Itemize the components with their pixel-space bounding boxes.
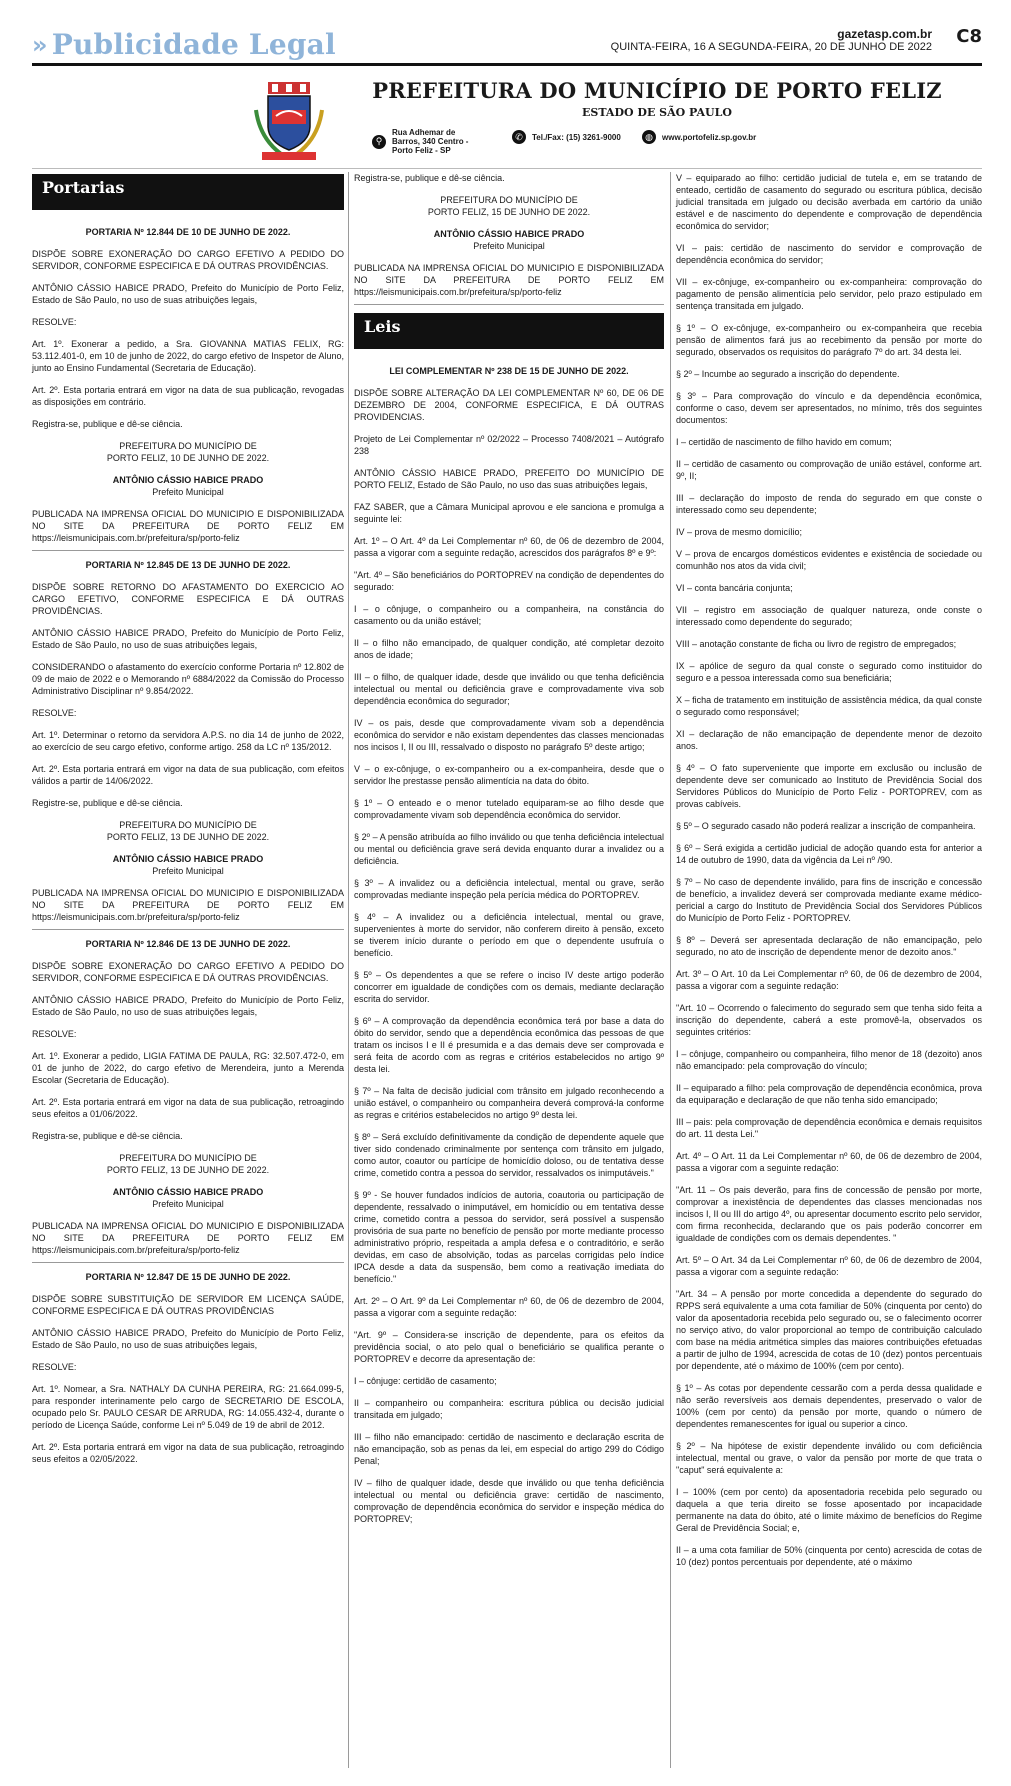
paragraph: III – o filho, de qualquer idade, desde que inválido ou que tenha deficiência intelectual ou mental ou deficiência grave e comprovadamente viva sob dependência econômica do segurador;	[354, 672, 664, 706]
paragraph: VI – conta bancária conjunta;	[676, 583, 793, 593]
paragraph: Art. 1º. Determinar o retorno da servidora A.P.S. no dia 14 de junho de 2022, ao exercício de seu cargo efetivo, conforme artigo. 258 da LC nº 135/2012.	[32, 730, 344, 752]
document-title: PORTARIA Nº 12.845 DE 13 DE JUNHO DE 2022.	[85, 560, 291, 570]
paragraph: V – prova de encargos domésticos evidentes e existência de sociedade ou comunhão nos atos da vida civil;	[676, 549, 982, 571]
date-line: PORTO FELIZ, 13 DE JUNHO DE 2022.	[106, 832, 270, 842]
paragraph: Art. 2º – O Art. 9º da Lei Complementar nº 60, de 06 de dezembro de 2004, passa a vigorar com a seguinte redação:	[354, 1296, 664, 1318]
paragraph: DISPÕE SOBRE EXONERAÇÃO DO CARGO EFETIVO A PEDIDO DO SERVIDOR, CONFORME ESPECIFICA E DÁ OUTRAS PROVIDÊNCIAS.	[32, 249, 344, 271]
paragraph: DISPÕE SOBRE SUBSTITUIÇÃO DE SERVIDOR EM LICENÇA SAÚDE, CONFORME ESPECIFICA E DÁ OUTRAS PROVIDÊNCIAS	[32, 1294, 344, 1316]
paragraph: Art. 2º. Esta portaria entrará em vigor na data de sua publicação, retroagindo seus efeitos a 02/05/2022.	[32, 1442, 344, 1464]
site-info	[611, 28, 932, 54]
date-line: PORTO FELIZ, 15 DE JUNHO DE 2022.	[427, 207, 591, 217]
paragraph: ANTÔNIO CÁSSIO HABICE PRADO, Prefeito do Município de Porto Feliz, Estado de São Paulo, no uso de suas atribuições legais,	[32, 628, 344, 650]
brand-label: Publicidade Legal	[51, 28, 336, 61]
paragraph: DISPÕE SOBRE ALTERAÇÃO DA LEI COMPLEMENTAR Nº 60, DE 06 DE DEZEMBRO DE 2004, CONFORME ESPECIFICA, E DÁ OUTRAS PROVIDENCIAS.	[354, 388, 664, 422]
paragraph: DISPÕE SOBRE RETORNO DO AFASTAMENTO DO EXERCICIO AO CARGO EFETIVO, CONFORME ESPECIFICA E DÁ OUTRAS PROVIDÊNCIAS.	[32, 582, 344, 616]
paragraph: Art. 1º. Nomear, a Sra. NATHALY DA CUNHA PEREIRA, RG: 21.664.099-5, para responder interinamente pelo cargo de SECRETARIO DE ESCOLA, ocupado pelo Sr. PAULO CESAR DE ARRUDA, RG: 14.055.432-4, durante o período de Licença Saúde, conforme Lei nº 5.049 de 19 de abril de 2012.	[32, 1384, 344, 1430]
website-contact	[642, 130, 756, 144]
paragraph: III – filho não emancipado: certidão de nascimento e declaração escrita de não emancipação, sob as penas da lei, em especial do artigo 299 do Código Penal;	[354, 1432, 664, 1466]
place-line: PREFEITURA DO MUNICÍPIO DE	[119, 441, 257, 451]
paragraph: § 8º – Deverá ser apresentada declaração de não emancipação, pelo segurado, no ato de inscrição de dependente menor de dezoito anos."	[676, 935, 982, 957]
place-date	[354, 194, 664, 218]
address-text: Rua Adhemar de Barros, 340 Centro - Porto Feliz - SP	[392, 128, 469, 155]
section-header-portarias: Portarias	[32, 174, 344, 210]
paragraph: I – cônjuge, companheiro ou companheira, filho menor de 18 (dezoito) anos não emancipado: pela comprovação do vínculo;	[676, 1049, 982, 1071]
paragraph: DISPÕE SOBRE EXONERAÇÃO DO CARGO EFETIVO A PEDIDO DO SERVIDOR, CONFORME ESPECIFICA E DÁ OUTRAS PROVIDÊNCIAS.	[32, 961, 344, 983]
document-title: PORTARIA Nº 12.846 DE 13 DE JUNHO DE 2022.	[85, 939, 291, 949]
divider	[32, 1262, 344, 1263]
divider	[354, 304, 664, 305]
paragraph: § 6º – Será exigida a certidão judicial de adoção quando esta for anterior a 14 de outubro de 1990, data da vigência da Lei nº /90.	[676, 843, 982, 865]
paragraph: § 6º – A comprovação da dependência econômica terá por base a data do óbito do servidor, sendo que a dependência econômica das pessoas de que tratam os incisos I e II é presumida e a das demais deve ser comprovada e será feita de acordo com as regras e critérios estabelecidos no artigo 9º desta lei.	[354, 1016, 664, 1074]
paragraph: IV – prova de mesmo domicílio;	[676, 527, 803, 537]
column-divider	[670, 172, 671, 1768]
paragraph: XI – declaração de não emancipação de dependente menor de dezoito anos.	[676, 729, 982, 751]
date-line: PORTO FELIZ, 10 DE JUNHO DE 2022.	[106, 453, 270, 463]
issue-date: QUINTA-FEIRA, 16 A SEGUNDA-FEIRA, 20 DE JUNHO DE 2022	[610, 41, 932, 53]
paragraph: Registra-se, publique e dê-se ciência.	[32, 1131, 183, 1141]
column-divider	[348, 172, 349, 1768]
signature-role: Prefeito Municipal	[152, 1199, 224, 1209]
place-date	[32, 440, 344, 464]
paragraph: VIII – anotação constante de ficha ou livro de registro de empregados;	[676, 639, 957, 649]
paragraph: RESOLVE:	[32, 708, 77, 718]
header-rule	[32, 168, 982, 169]
signature-name: ANTÔNIO CÁSSIO HABICE PRADO	[112, 475, 264, 485]
paragraph: X – ficha de tratamento em instituição de assistência médica, da qual conste o segurado como responsável;	[676, 695, 982, 717]
paragraph: § 2º – Incumbe ao segurado a inscrição do dependente.	[676, 369, 900, 379]
paragraph: Registra-se, publique e dê-se ciência.	[354, 173, 505, 183]
paragraph: § 3º – A invalidez ou a deficiência intelectual, mental ou grave, serão comprovadas mediante inspeção pela perícia médica do PORTOPREV.	[354, 878, 664, 900]
paragraph: § 2º – Na hipótese de existir dependente inválido ou com deficiência intelectual, mental ou grave, o valor da pensão por morte de que trata o "caput" será equivalente a:	[676, 1441, 982, 1475]
paragraph: I – cônjuge: certidão de casamento;	[354, 1376, 497, 1386]
place-date	[32, 1152, 344, 1176]
masthead	[32, 18, 982, 68]
paragraph: V – o ex-cônjuge, o ex-companheiro ou a ex-companheira, desde que o servidor lhe prestasse pensão alimentícia na data do óbito.	[354, 764, 664, 786]
place-date	[32, 819, 344, 843]
paragraph: Registra-se, publique e dê-se ciência.	[32, 419, 183, 429]
section-header-leis: Leis	[354, 313, 664, 349]
paragraph: III – declaração do imposto de renda do segurado em que conste o interessado como seu dependente;	[676, 493, 982, 515]
signature-role: Prefeito Municipal	[473, 241, 545, 251]
paragraph: Art. 4º – O Art. 11 da Lei Complementar nº 60, de 06 de dezembro de 2004, passa a vigorar com a seguinte redação:	[676, 1151, 982, 1173]
place-line: PREFEITURA DO MUNICÍPIO DE	[440, 195, 578, 205]
paragraph: Projeto de Lei Complementar nº 02/2022 – Processo 7408/2021 – Autógrafo 238	[354, 434, 664, 456]
paragraph: § 1º – As cotas por dependente cessarão com a perda dessa qualidade e não serão reversíveis aos demais dependentes, preservado o valor de 100% (cem por cento) da pensão por morte, quando o número de dependentes remanescentes for igual ou superior a cinco.	[676, 1383, 982, 1429]
publication-note: PUBLICADA NA IMPRENSA OFICIAL DO MUNICIPIO E DISPONIBILIZADA NO SITE DA PREFEITURA DE PORTO FELIZ EM https://leismunicipais.com.br/prefeitura/sp/porto-feliz	[354, 263, 664, 297]
paragraph: Art. 2º. Esta portaria entrará em vigor na data de sua publicação, com efeitos válidos a partir de 14/06/2022.	[32, 764, 344, 786]
paragraph: III – pais: pela comprovação de dependência econômica e demais requisitos do art. 11 desta Lei."	[676, 1117, 982, 1139]
paragraph: IV – os pais, desde que comprovadamente vivam sob a dependência econômica do servidor e não existam dependentes das classes mencionadas nos incisos I, II ou III, ressalvado o disposto no parágrafo 5º deste artigo;	[354, 718, 664, 752]
paragraph: "Art. 4º – São beneficiários do PORTOPREV na condição de dependentes do segurado:	[354, 570, 664, 592]
divider	[32, 929, 344, 930]
publication-note: PUBLICADA NA IMPRENSA OFICIAL DO MUNICIPIO E DISPONIBILIZADA NO SITE DA PREFEITURA DE PORTO FELIZ EM https://leismunicipais.com.br/prefeitura/sp/porto-feliz	[32, 509, 344, 543]
globe-icon: ◍	[642, 130, 656, 144]
paragraph: ANTÔNIO CÁSSIO HABICE PRADO, Prefeito do Município de Porto Feliz, Estado de São Paulo, no uso de suas atribuições legais,	[32, 283, 344, 305]
page-title: PREFEITURA DO MUNICÍPIO DE PORTO FELIZ	[372, 78, 942, 103]
column-leis	[354, 172, 664, 1535]
paragraph: § 9º - Se houver fundados indícios de autoria, coautoria ou participação de dependente, ressalvado o inimputável, em homicídio ou em tentativa desse crime, cometido contra a pessoa do servidor, será possível a suspensão provisória de sua parte no benefício de pensão por morte mediante processo administrativo próprio, respeitada a ampla defesa e o contraditório, e serão devidas, em caso de absolvição, todas as parcelas corrigidas pelo índice IPCA desde a data da suspensão, bem como a reativação imediata do benefício."	[354, 1190, 664, 1284]
paragraph: § 7º – No caso de dependente inválido, para fins de inscrição e concessão de benefício, a invalidez deverá ser comprovada mediante exame médico-pericial a cargo do Instituto de Previdência Social dos Servidores Públicos do Município de Porto Feliz - PORTOPREV.	[676, 877, 982, 923]
paragraph: IX – apólice de seguro da qual conste o segurado como instituidor do seguro e a pessoa interessada como sua beneficiária;	[676, 661, 982, 683]
paragraph: ANTÔNIO CÁSSIO HABICE PRADO, Prefeito do Município de Porto Feliz, Estado de São Paulo, no uso de suas atribuições legais,	[32, 1328, 344, 1350]
document-title: PORTARIA Nº 12.847 DE 15 DE JUNHO DE 2022.	[85, 1272, 291, 1282]
paragraph: Art. 1º – O Art. 4º da Lei Complementar nº 60, de 06 de dezembro de 2004, passa a vigorar com a seguinte redação, acrescidos dos parágrafos 8º e 9º:	[354, 536, 664, 558]
paragraph: II – o filho não emancipado, de qualquer condição, até completar dezoito anos de idade;	[354, 638, 664, 660]
paragraph: ANTÔNIO CÁSSIO HABICE PRADO, PREFEITO DO MUNICÍPIO DE PORTO FELIZ, Estado de São Paulo, no uso das suas atribuições legais,	[354, 468, 664, 490]
paragraph: II – a uma cota familiar de 50% (cinquenta por cento) acrescida de cotas de 10 (dez) pontos percentuais por dependente, até o máximo	[676, 1545, 982, 1567]
paragraph: RESOLVE:	[32, 1362, 77, 1372]
paragraph: II – equiparado a filho: pela comprovação de dependência econômica, prova da equiparação e declaração de que não tenha sido emancipado;	[676, 1083, 982, 1105]
paragraph: RESOLVE:	[32, 1029, 77, 1039]
paragraph: "Art. 10 – Ocorrendo o falecimento do segurado sem que tenha sido feita a inscrição do dependente, caberá a este promovê-la, observados os seguintes critérios:	[676, 1003, 982, 1037]
paragraph: VII – ex-cônjuge, ex-companheiro ou ex-companheira: comprovação do pagamento de pensão alimentícia pelo servidor, pelo prazo estipulado em sentença transitada em julgado.	[676, 277, 982, 311]
document-title: LEI COMPLEMENTAR Nº 238 DE 15 DE JUNHO DE 2022.	[389, 366, 629, 376]
column-leis-continued	[676, 172, 982, 1578]
municipality-header	[32, 72, 982, 168]
paragraph: FAZ SABER, que a Câmara Municipal aprovou e ele sanciona e promulga a seguinte lei:	[354, 502, 664, 524]
phone-text: Tel./Fax: (15) 3261-9000	[532, 132, 621, 142]
paragraph: ANTÔNIO CÁSSIO HABICE PRADO, Prefeito do Município de Porto Feliz, Estado de São Paulo, no uso de suas atribuições legais,	[32, 995, 344, 1017]
paragraph: "Art. 11 – Os pais deverão, para fins de concessão de pensão por morte, comprovar a inexistência de dependentes das classes mencionadas nos incisos I, II ou III do artigo 4º, ou apresentar documento escrito pelo servidor, com firma reconhecida, declarando que os pais poderão concorrer em igualdade de condições com os demais dependentes. "	[676, 1185, 982, 1243]
divider	[32, 550, 344, 551]
signature-name: ANTÔNIO CÁSSIO HABICE PRADO	[112, 1187, 264, 1197]
page-subtitle: ESTADO DE SÃO PAULO	[582, 106, 732, 119]
top-rule	[32, 63, 982, 66]
paragraph: Art. 1º. Exonerar a pedido, LIGIA FATIMA DE PAULA, RG: 32.507.472-0, em 01 de junho de 2022, do cargo efetivo de Merendeira, junto a Merenda Escolar (Secretaria de Educação).	[32, 1051, 344, 1085]
page-number: C8	[956, 26, 982, 47]
paragraph: I – 100% (cem por cento) da aposentadoria recebida pelo segurado ou daquela a que teria direito se fosse aposentado por incapacidade permanente na data do óbito, até o limite máximo de benefícios do Regime Geral de Previdência Social; e,	[676, 1487, 982, 1533]
place-line: PREFEITURA DO MUNICÍPIO DE	[119, 820, 257, 830]
signature-role: Prefeito Municipal	[152, 487, 224, 497]
signature-name: ANTÔNIO CÁSSIO HABICE PRADO	[112, 854, 264, 864]
signature-role: Prefeito Municipal	[152, 866, 224, 876]
paragraph: I – certidão de nascimento de filho havido em comum;	[676, 437, 892, 447]
location-pin-icon: ⚲	[372, 135, 386, 149]
paragraph: II – certidão de casamento ou comprovação de união estável, conforme art. 9º, II;	[676, 459, 982, 481]
signature-name: ANTÔNIO CÁSSIO HABICE PRADO	[433, 229, 585, 239]
paragraph: IV – filho de qualquer idade, desde que inválido ou que tenha deficiência intelectual ou mental ou deficiência grave: certidão de nascimento, comprovação de dependência econômica do servidor e inspeção médica do PORTOPREV;	[354, 1478, 664, 1524]
coat-of-arms-icon	[254, 80, 324, 162]
paragraph: Registre-se, publique e dê-se ciência.	[32, 798, 183, 808]
paragraph: § 5º – O segurado casado não poderá realizar a inscrição de companheira.	[676, 821, 976, 831]
publication-note: PUBLICADA NA IMPRENSA OFICIAL DO MUNICIPIO E DISPONIBILIZADA NO SITE DA PREFEITURA DE PORTO FELIZ EM https://leismunicipais.com.br/prefeitura/sp/porto-feliz	[32, 1221, 344, 1255]
column-portarias	[32, 172, 344, 1475]
paragraph: V – equiparado ao filho: certidão judicial de tutela e, em se tratando de enteado, certidão de casamento do segurado ou escritura pública, decisão judicial transitada em julgado ou decisão averbada em cartório da união estável e de nascimento do dependente e comprovação de dependência econômica do servidor;	[676, 173, 982, 231]
paragraph: § 1º – O ex-cônjuge, ex-companheiro ou ex-companheira que recebia pensão de alimentos fará jus ao recebimento da pensão por morte do segurado, observados os requisitos do parágrafo 7º do art. 34 desta lei.	[676, 323, 982, 357]
website-link[interactable]: www.portofeliz.sp.gov.br	[662, 132, 757, 142]
paragraph: § 2º – A pensão atribuída ao filho inválido ou que tenha deficiência intelectual ou mental ou deficiência grave será devida enquanto durar a invalidez ou a deficiência.	[354, 832, 664, 866]
contacts-row	[372, 128, 972, 156]
paragraph: VII – registro em associação de qualquer natureza, onde conste o interessado como dependente do segurado;	[676, 605, 982, 627]
paragraph: I – o cônjuge, o companheiro ou a companheira, na constância do casamento ou da união estável;	[354, 604, 664, 626]
paragraph: Art. 5º – O Art. 34 da Lei Complementar nº 60, de 06 de dezembro de 2004, passa a vigorar com a seguinte redação:	[676, 1255, 982, 1277]
paragraph: § 4º – A invalidez ou a deficiência intelectual, mental ou grave, supervenientes à morte do servidor, não conferem direito à pensão, exceto se tiverem início durante o período em que o dependente usufruía o benefício.	[354, 912, 664, 958]
paragraph: Art. 3º – O Art. 10 da Lei Complementar nº 60, de 06 de dezembro de 2004, passa a vigorar com a seguinte redação:	[676, 969, 982, 991]
chevron-double-icon: »	[32, 31, 48, 59]
paragraph: VI – pais: certidão de nascimento do servidor e comprovação de dependência econômica do servidor;	[676, 243, 982, 265]
paragraph: RESOLVE:	[32, 317, 77, 327]
phone-icon: ✆	[512, 130, 526, 144]
paragraph: § 4º – O fato superveniente que importe em exclusão ou inclusão de dependente deve ser comunicado ao Instituto de Previdência Social dos Servidores Públicos do Município de Porto Feliz - PORTOPREV, com as provas cabíveis.	[676, 763, 982, 809]
paragraph: Art. 2º. Esta portaria entrará em vigor na data de sua publicação, retroagindo seus efeitos a 01/06/2022.	[32, 1097, 344, 1119]
paragraph: § 5º – Os dependentes a que se refere o inciso IV deste artigo poderão concorrer em igualdade de condições com os demais, mediante declaração escrita do servidor.	[354, 970, 664, 1004]
phone-contact	[512, 130, 621, 144]
paragraph: II – companheiro ou companheira: escritura pública ou decisão judicial transitada em julgado;	[354, 1398, 664, 1420]
paragraph: "Art. 9º – Considera-se inscrição de dependente, para os efeitos da previdência social, o ato pelo qual o beneficiário se qualifica perante o PORTOPREV e decorre da apresentação de:	[354, 1330, 664, 1364]
section-brand	[32, 28, 336, 61]
date-line: PORTO FELIZ, 13 DE JUNHO DE 2022.	[106, 1165, 270, 1175]
paragraph: § 1º – O enteado e o menor tutelado equiparam-se ao filho desde que comprovadamente vivam sob dependência econômica do servidor.	[354, 798, 664, 820]
paragraph: "Art. 34 – A pensão por morte concedida a dependente do segurado do RPPS será equivalente a uma cota familiar de 50% (cinquenta por cento) do valor da aposentadoria recebida pelo segurado ou, se o falecimento ocorrer no serviço ativo, do valor proporcional ao tempo de contribuição calculado com base na média aritmética simples das maiores contribuições efetuadas a partir de julho de 1994, acrescida de cotas de 10 (dez) pontos percentuais por dependente, até o máximo de 100% (cem por cento).	[676, 1289, 982, 1371]
document-title: PORTARIA Nº 12.844 DE 10 DE JUNHO DE 2022.	[85, 227, 291, 237]
place-line: PREFEITURA DO MUNICÍPIO DE	[119, 1153, 257, 1163]
address-contact	[372, 128, 480, 155]
paragraph: Art. 2º. Esta portaria entrará em vigor na data de sua publicação, revogadas as disposições em contrário.	[32, 385, 344, 407]
paragraph: § 3º – Para comprovação do vínculo e da dependência econômica, conforme o caso, devem ser apresentados, no mínimo, três dos seguintes documentos:	[676, 391, 982, 425]
paragraph: Art. 1º. Exonerar a pedido, a Sra. GIOVANNA MATIAS FELIX, RG: 53.112.401-0, em 10 de junho de 2022, do cargo efetivo de Inspetor de Aluno, junto ao Ensino Fundamental (Secretaria de Educação).	[32, 339, 344, 373]
paragraph: § 8º – Será excluído definitivamente da condição de dependente aquele que tiver sido condenado criminalmente por sentença com trânsito em julgado, como autor, coautor ou partícipe de homicídio doloso, ou de tentativa desse crime, cometido contra a pessoa do servidor, ressalvados os inimputáveis."	[354, 1132, 664, 1178]
paragraph: CONSIDERANDO o afastamento do exercício conforme Portaria nº 12.802 de 09 de maio de 2022 e o Memorando nº 6884/2022 da Comissão do Processo Administrativo Disciplinar nº 9.854/2022.	[32, 662, 344, 696]
paragraph: § 7º – Na falta de decisão judicial com trânsito em julgado reconhecendo a união estável, o companheiro ou companheira deverá comprová-la conforme as regras e critérios estabelecidos no artigo 9º desta lei.	[354, 1086, 664, 1120]
site-url[interactable]: gazetasp.com.br	[837, 27, 932, 41]
publication-note: PUBLICADA NA IMPRENSA OFICIAL DO MUNICIPIO E DISPONIBILIZADA NO SITE DA PREFEITURA DE PORTO FELIZ EM https://leismunicipais.com.br/prefeitura/sp/porto-feliz	[32, 888, 344, 922]
